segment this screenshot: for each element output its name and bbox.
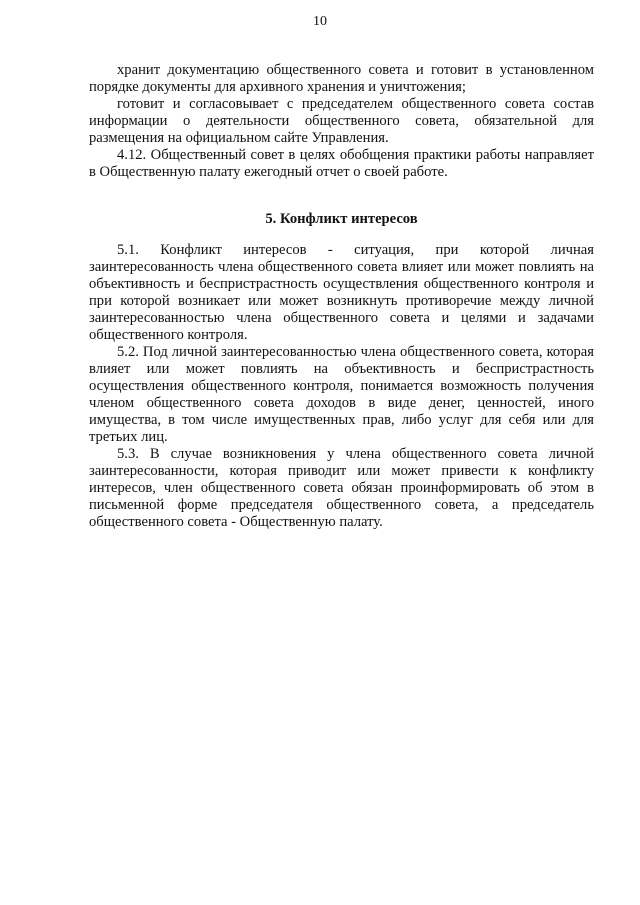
paragraph-archive-duty: хранит документацию общественного совета и готовит в установленном порядке документы для архивного хранения и уничтожения; <box>89 62 594 95</box>
page-number: 10 <box>313 14 327 29</box>
paragraph-4-12: 4.12. Общественный совет в целях обобщения практики работы направляет в Общественную палату ежегодный отчет о своей работе. <box>89 147 594 180</box>
document-body <box>89 62 594 531</box>
paragraph-5-3: 5.3. В случае возникновения у члена общественного совета личной заинтересованности, которая приводит или может привести к конфликту интересов, член общественного совета обязан проинформировать об этом в письменной форме председателя общественного совета, а председатель общественного совета - Общественную палату. <box>89 446 594 530</box>
paragraph-5-1: 5.1. Конфликт интересов - ситуация, при которой личная заинтересованность члена общественного совета влияет или может повлиять на объективность и беспристрастность осуществления общественного контроля и при которой возникает или может возникнуть противоречие между личной заинтересованностью члена общественного совета и целями и задачами общественного контроля. <box>89 242 594 343</box>
paragraph-website-info: готовит и согласовывает с председателем общественного совета состав информации о деятельности общественного совета, обязательной для размещения на официальном сайте Управления. <box>89 96 594 146</box>
section-heading: 5. Конфликт интересов <box>265 211 418 227</box>
paragraph-5-2: 5.2. Под личной заинтересованностью члена общественного совета, которая влияет или может повлиять на объективность и беспристрастность осуществления общественного контроля, понимается возможность получения членом общественного совета доходов в виде денег, ценностей, иного имущества, в том числе имущественных прав, либо услуг для себя или для третьих лиц. <box>89 344 594 445</box>
